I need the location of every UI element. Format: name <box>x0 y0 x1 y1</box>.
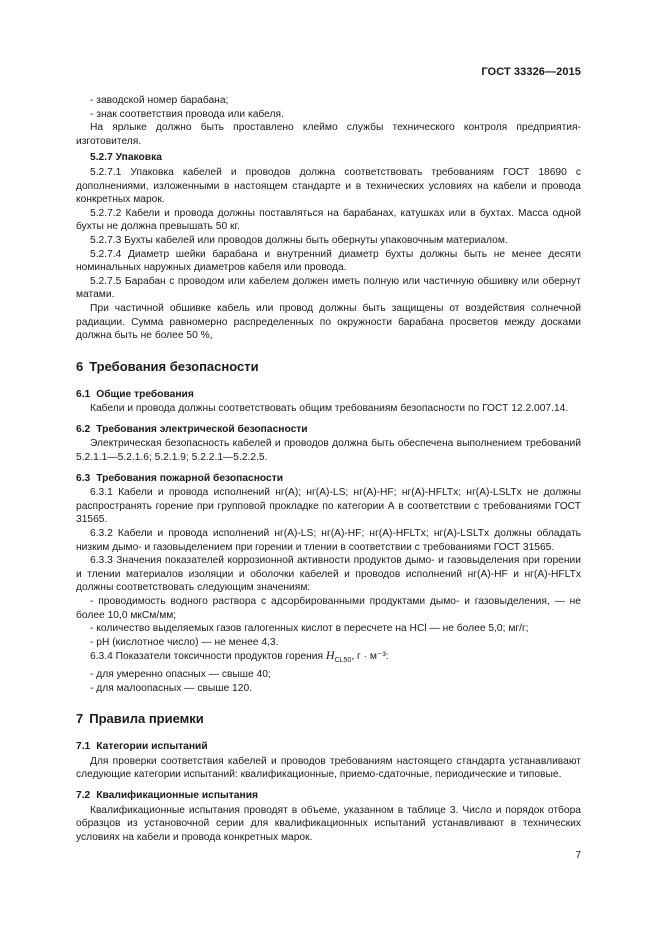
subsection-title: Категории испытаний <box>96 741 208 753</box>
paragraph-toxicity <box>76 649 581 668</box>
paragraph-text: 6.3.4 Показатели токсичности продуктов горения <box>90 651 326 663</box>
subsection-heading-5-2-7: 5.2.7 Упаковка <box>90 152 162 164</box>
list-item: - для умеренно опасных — свыше 40; <box>90 669 271 681</box>
page-number: 7 <box>575 850 581 861</box>
subsection-number: 6.3 <box>76 472 91 484</box>
paragraph: Электрическая безопасность кабелей и проводов должна быть обеспечена выполнением требований 5.2.1.1—5.2.1.6; 5.2.1.9; 5.2.2.1—5.2.2.5. <box>76 438 581 464</box>
list-item: - количество выделяемых газов галогенных кислот в пересчете на HCl — не более 5,0; мг/г; <box>90 623 529 635</box>
list-item: - заводской номер барабана; <box>90 95 229 106</box>
paragraph: 6.3.2 Кабели и провода исполнений нг(А)-LS; нг(А)-HF; нг(А)-HFLTx; нг(А)-LSLTx должны обладать низким дымо- и газовыделением при горении и тлении в соответствии с требованиями ГОСТ 31565. <box>76 528 581 553</box>
list-item: - для малоопасных — свыше 120. <box>90 682 252 694</box>
section-heading-7 <box>76 711 581 727</box>
paragraph: 5.2.7.2 Кабели и провода должны поставляться на барабанах, катушках или в бухтах. Масса одной бухты не должна превышать 50 кг. <box>76 207 581 233</box>
section-number: 7 <box>76 711 84 727</box>
formula-unit: , г · м⁻³: <box>351 651 389 663</box>
paragraph: Кабели и провода должны соответствовать общим требованиям безопасности по ГОСТ 12.2.007.14. <box>90 403 569 415</box>
list-item: - проводимость водного раствора с адсорбированными продуктами дымо- и газовыделения, — не более 10,0 мкСм/мм; <box>76 596 581 621</box>
subsection-number: 6.1 <box>76 388 91 400</box>
section-title: Правила приемки <box>89 711 204 727</box>
paragraph: 6.3.1 Кабели и провода исполнений нг(А); нг(А)-LS; нг(А)-HF; нг(А)-HFLTx; нг(А)-LSLTx не должны распространять горение при групповой прокладке по категории А в соответствии с требованиями ГОСТ 31565. <box>76 487 581 526</box>
paragraph: 5.2.7.3 Бухты кабелей или проводов должны быть обернуты упаковочным материалом. <box>90 234 508 246</box>
subsection-heading-7-2 <box>76 789 581 803</box>
paragraph: 5.2.7.4 Диаметр шейки барабана и внутренний диаметр бухты должны быть не менее десяти номинальных наружных диаметров кабеля или провода. <box>76 248 581 274</box>
subsection-title: Квалификационные испытания <box>96 789 258 801</box>
subsection-heading-6-3 <box>76 472 581 486</box>
list-item: - pH (кислотное число) — не менее 4,3. <box>90 636 279 648</box>
paragraph: Для проверки соответствия кабелей и проводов требованиям настоящего стандарта устанавливают следующие категории испытаний: квалификационные, приемо-сдаточные, периодические и типовые. <box>76 755 581 781</box>
subsection-title: Общие требования <box>96 388 194 400</box>
subsection-title: Требования пожарной безопасности <box>96 472 284 484</box>
paragraph: При частичной обшивке кабель или провод должны быть защищены от воздействия солнечной радиации. Сумма равномерно распределенных по окружности барабана просветов между досками должна быть не более 50 %, <box>76 302 581 342</box>
document-body <box>76 94 581 844</box>
section-title: Требования безопасности <box>89 358 259 374</box>
subsection-number: 7.1 <box>76 741 91 753</box>
formula-symbol: H <box>325 648 335 663</box>
section-number: 6 <box>76 358 84 374</box>
paragraph: 6.3.3 Значения показателей коррозионной активности продуктов дымо- и газовыделения при горении и тлении материалов изоляции и оболочки кабелей и проводов исполнений нг(А)-HF и нг(А)-HFLTx должны соответствовать следующим значениям: <box>76 555 581 594</box>
paragraph: 5.2.7.1 Упаковка кабелей и проводов должна соответствовать требованиям ГОСТ 18690 с дополнениями, изложенными в настоящем стандарте и в технических условиях на кабели и провода конкретных марок. <box>76 166 581 206</box>
section-heading-6 <box>76 359 581 375</box>
subsection-title: Требования электрической безопасности <box>96 423 308 435</box>
subsection-heading-6-1 <box>76 388 581 402</box>
formula-subscript: CL50 <box>334 657 352 665</box>
subsection-heading-6-2 <box>76 423 581 437</box>
subsection-number: 7.2 <box>76 789 91 801</box>
paragraph: Квалификационные испытания проводят в объеме, указанном в таблице 3. Число и порядок отбора образцов из установочной серии для квалификационных испытаний устанавливают в технических условиях на кабели и провода конкретных марок. <box>76 804 581 843</box>
paragraph: 5.2.7.5 Барабан с проводом или кабелем должен иметь полную или частичную обшивку или обернут матами. <box>76 275 581 301</box>
subsection-heading-7-1 <box>76 740 581 754</box>
list-item: - знак соответствия провода или кабеля. <box>90 108 284 120</box>
subsection-number: 6.2 <box>76 423 91 435</box>
paragraph: На ярлыке должно быть проставлено клеймо службы технического контроля предприятия-изготовителя. <box>76 122 581 147</box>
document-code-header: ГОСТ 33326—2015 <box>481 66 581 78</box>
